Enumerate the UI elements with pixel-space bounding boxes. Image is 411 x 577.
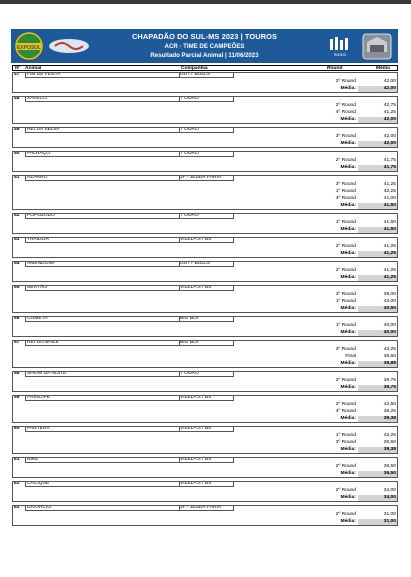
media-score: 40,00	[383, 330, 396, 335]
media-label: Média:	[340, 141, 356, 146]
round-score: 41,25	[383, 182, 396, 187]
header-banner	[11, 29, 398, 63]
round-label: 2º Round	[335, 464, 356, 469]
arena-logo	[361, 32, 393, 61]
round-label: 1º Round	[335, 299, 356, 304]
page-subtitle: ACR - TIME DE CAMPEÕES	[164, 43, 245, 50]
svg-text:EXPOSUL: EXPOSUL	[17, 44, 41, 51]
entry-number: 58	[14, 371, 20, 376]
company-name: 7 OURO	[180, 213, 199, 218]
animal-name: TRAIDOR	[27, 237, 50, 242]
entry-block	[12, 395, 398, 423]
media-label: Média:	[340, 495, 356, 500]
company-name: VILELA'S / BX	[180, 481, 212, 486]
media-label: Média:	[340, 203, 356, 208]
media-score: 41,25	[383, 251, 396, 256]
entry-block	[12, 340, 398, 368]
company-name: VILELA'S / BX	[180, 395, 212, 400]
entry-block	[12, 481, 398, 502]
animal-name: POPOZUDO	[27, 213, 55, 218]
round-label: 4º Round	[335, 196, 356, 201]
entry-number: 55	[14, 285, 20, 290]
animal-name: REI DA SELVA	[27, 127, 60, 132]
entry-block	[12, 213, 398, 234]
round-label: 2º Round	[335, 488, 356, 493]
animal-name: PANTERA	[27, 426, 50, 431]
round-score: 41,25	[383, 268, 396, 273]
media-label: Média:	[340, 519, 356, 524]
company-name: VILELA'S / BX	[180, 426, 212, 431]
animal-name: AZARRO	[27, 175, 48, 180]
entry-block	[12, 72, 398, 93]
company-name: 7 OURO	[180, 151, 199, 156]
entry-number: 56	[14, 316, 20, 321]
entry-block	[12, 237, 398, 258]
round-label: 1º Round	[335, 433, 356, 438]
media-label: Média:	[340, 251, 356, 256]
round-label: 2º Round	[335, 378, 356, 383]
entry-number: 51	[14, 175, 20, 180]
media-score: 41,50	[383, 227, 396, 232]
entry-block	[12, 316, 398, 337]
entry-number: 50	[14, 151, 20, 156]
media-score: 41,50	[383, 203, 396, 208]
round-label: 2º Round	[335, 158, 356, 163]
round-label: 3º Round	[335, 440, 356, 445]
entry-block	[12, 96, 398, 124]
col-round: Round	[327, 66, 343, 71]
entry-number: 63	[14, 505, 20, 510]
round-score: 43,25	[383, 347, 396, 352]
round-label: Final	[345, 354, 356, 359]
round-score: 36,50	[383, 354, 396, 359]
entry-block	[12, 127, 398, 148]
entry-block	[12, 505, 398, 526]
round-label: 3º Round	[335, 347, 356, 352]
round-label: 3º Round	[335, 182, 356, 187]
column-header-row	[12, 65, 398, 71]
company-name: BIG BOI	[180, 316, 199, 321]
round-score: 42,75	[383, 103, 396, 108]
round-label: 2º Round	[335, 103, 356, 108]
col-animal: Animal	[25, 66, 42, 71]
entry-block	[12, 457, 398, 478]
media-label: Média:	[340, 86, 356, 91]
round-label: 1º Round	[335, 189, 356, 194]
round-score: 34,00	[383, 488, 396, 493]
media-label: Média:	[340, 330, 356, 335]
round-score: 41,25	[383, 110, 396, 115]
entry-block	[12, 285, 398, 313]
page-subtitle-date: Resultado Parcial Animal | 11/06/2023	[150, 52, 259, 59]
animal-name: REI DO BAILE	[27, 340, 60, 345]
company-name: VILELA'S / BX	[180, 457, 212, 462]
company-name: JF - JEDER FARIA	[180, 505, 222, 510]
media-score: 36,50	[383, 471, 396, 476]
round-label: 4º Round	[335, 409, 356, 414]
col-media: Média	[376, 66, 390, 71]
round-label: 2º Round	[335, 512, 356, 517]
entry-number: 48	[14, 96, 20, 101]
company-name: GUTT BULLS	[180, 72, 211, 77]
media-score: 42,00	[383, 86, 396, 91]
round-score: 36,25	[383, 409, 396, 414]
media-label: Média:	[340, 117, 356, 122]
animal-name: AMENDOIM	[27, 261, 54, 266]
round-label: 2º Round	[335, 79, 356, 84]
company-name: GUTT BULLS	[180, 261, 211, 266]
media-label: Média:	[340, 306, 356, 311]
media-score: 39,88	[383, 361, 396, 366]
round-label: 2º Round	[335, 268, 356, 273]
round-label: 1º Round	[335, 220, 356, 225]
media-label: Média:	[340, 165, 356, 170]
media-label: Média:	[340, 275, 356, 280]
animal-name: PALHAÇO	[27, 151, 51, 156]
company-name: 7 OURO	[180, 96, 199, 101]
round-score: 39,75	[383, 378, 396, 383]
media-score: 39,38	[383, 416, 396, 421]
col-company: Companhia	[181, 66, 208, 71]
animal-name: NIKE	[27, 457, 39, 462]
entry-number: 49	[14, 127, 20, 132]
svg-text:RODEIO: RODEIO	[333, 53, 347, 57]
page-title: CHAPADÃO DO SUL-MS 2023 | TOUROS	[131, 32, 278, 41]
animal-name: DIVORCIO	[27, 505, 52, 510]
animal-name: PRÍNCIPE	[27, 395, 51, 400]
entry-block	[12, 426, 398, 454]
media-label: Média:	[340, 385, 356, 390]
round-score: 42,00	[383, 134, 396, 139]
media-score: 39,38	[383, 447, 396, 452]
round-score: 41,50	[383, 220, 396, 225]
round-score: 36,50	[383, 464, 396, 469]
entry-number: 52	[14, 213, 20, 218]
round-label: 2º Round	[335, 244, 356, 249]
round-score: 38,00	[383, 292, 396, 297]
media-score: 34,00	[383, 495, 396, 500]
company-name: BIG BOI	[180, 340, 199, 345]
company-name: 7 OURO	[180, 127, 199, 132]
entry-number: 59	[14, 395, 20, 400]
rodeio-logo	[325, 34, 355, 59]
animal-name: SERTÃO	[27, 285, 48, 290]
round-score: 42,25	[383, 433, 396, 438]
company-name: 7 OURO	[180, 371, 199, 376]
round-score: 41,75	[383, 158, 396, 163]
round-label: 3º Round	[335, 292, 356, 297]
col-num: Nº	[15, 66, 21, 71]
round-label: 3º Round	[335, 134, 356, 139]
round-score: 40,00	[383, 323, 396, 328]
media-score: 31,00	[383, 519, 396, 524]
media-score: 39,75	[383, 385, 396, 390]
animal-name: COMETA	[27, 316, 48, 321]
round-score: 31,00	[383, 512, 396, 517]
entry-number: 61	[14, 457, 20, 462]
entry-block	[12, 371, 398, 392]
animal-name: FIM DE FESTA	[27, 72, 61, 77]
entry-number: 47	[14, 72, 20, 77]
media-score: 41,75	[383, 165, 396, 170]
round-score: 36,50	[383, 440, 396, 445]
company-name: VILELA'S / BX	[180, 285, 212, 290]
entry-number: 60	[14, 426, 20, 431]
round-score: 43,00	[383, 299, 396, 304]
animal-name: XAVECO	[27, 96, 48, 101]
round-label: 1º Round	[335, 323, 356, 328]
media-label: Média:	[340, 227, 356, 232]
company-name: JF - JEDER FARIA	[180, 175, 222, 180]
round-score: 42,50	[383, 402, 396, 407]
entry-block	[12, 175, 398, 210]
media-score: 42,00	[383, 141, 396, 146]
entry-number: 62	[14, 481, 20, 486]
media-score: 40,50	[383, 306, 396, 311]
company-name: VILELA'S / BX	[180, 237, 212, 242]
entry-number: 54	[14, 261, 20, 266]
media-label: Média:	[340, 416, 356, 421]
round-score: 41,25	[383, 244, 396, 249]
media-score: 42,00	[383, 117, 396, 122]
entry-block	[12, 261, 398, 282]
entry-number: 53	[14, 237, 20, 242]
round-label: 4º Round	[335, 110, 356, 115]
document-page	[0, 4, 411, 577]
entry-number: 57	[14, 340, 20, 345]
round-score: 42,25	[383, 189, 396, 194]
media-label: Média:	[340, 361, 356, 366]
round-score: 42,00	[383, 79, 396, 84]
media-label: Média:	[340, 447, 356, 452]
round-score: 41,00	[383, 196, 396, 201]
media-label: Média:	[340, 471, 356, 476]
media-score: 41,25	[383, 275, 396, 280]
animal-name: SHOW DA NOITE	[27, 371, 67, 376]
entry-block	[12, 151, 398, 172]
animal-name: CACIQUE	[27, 481, 50, 486]
round-label: 2º Round	[335, 402, 356, 407]
